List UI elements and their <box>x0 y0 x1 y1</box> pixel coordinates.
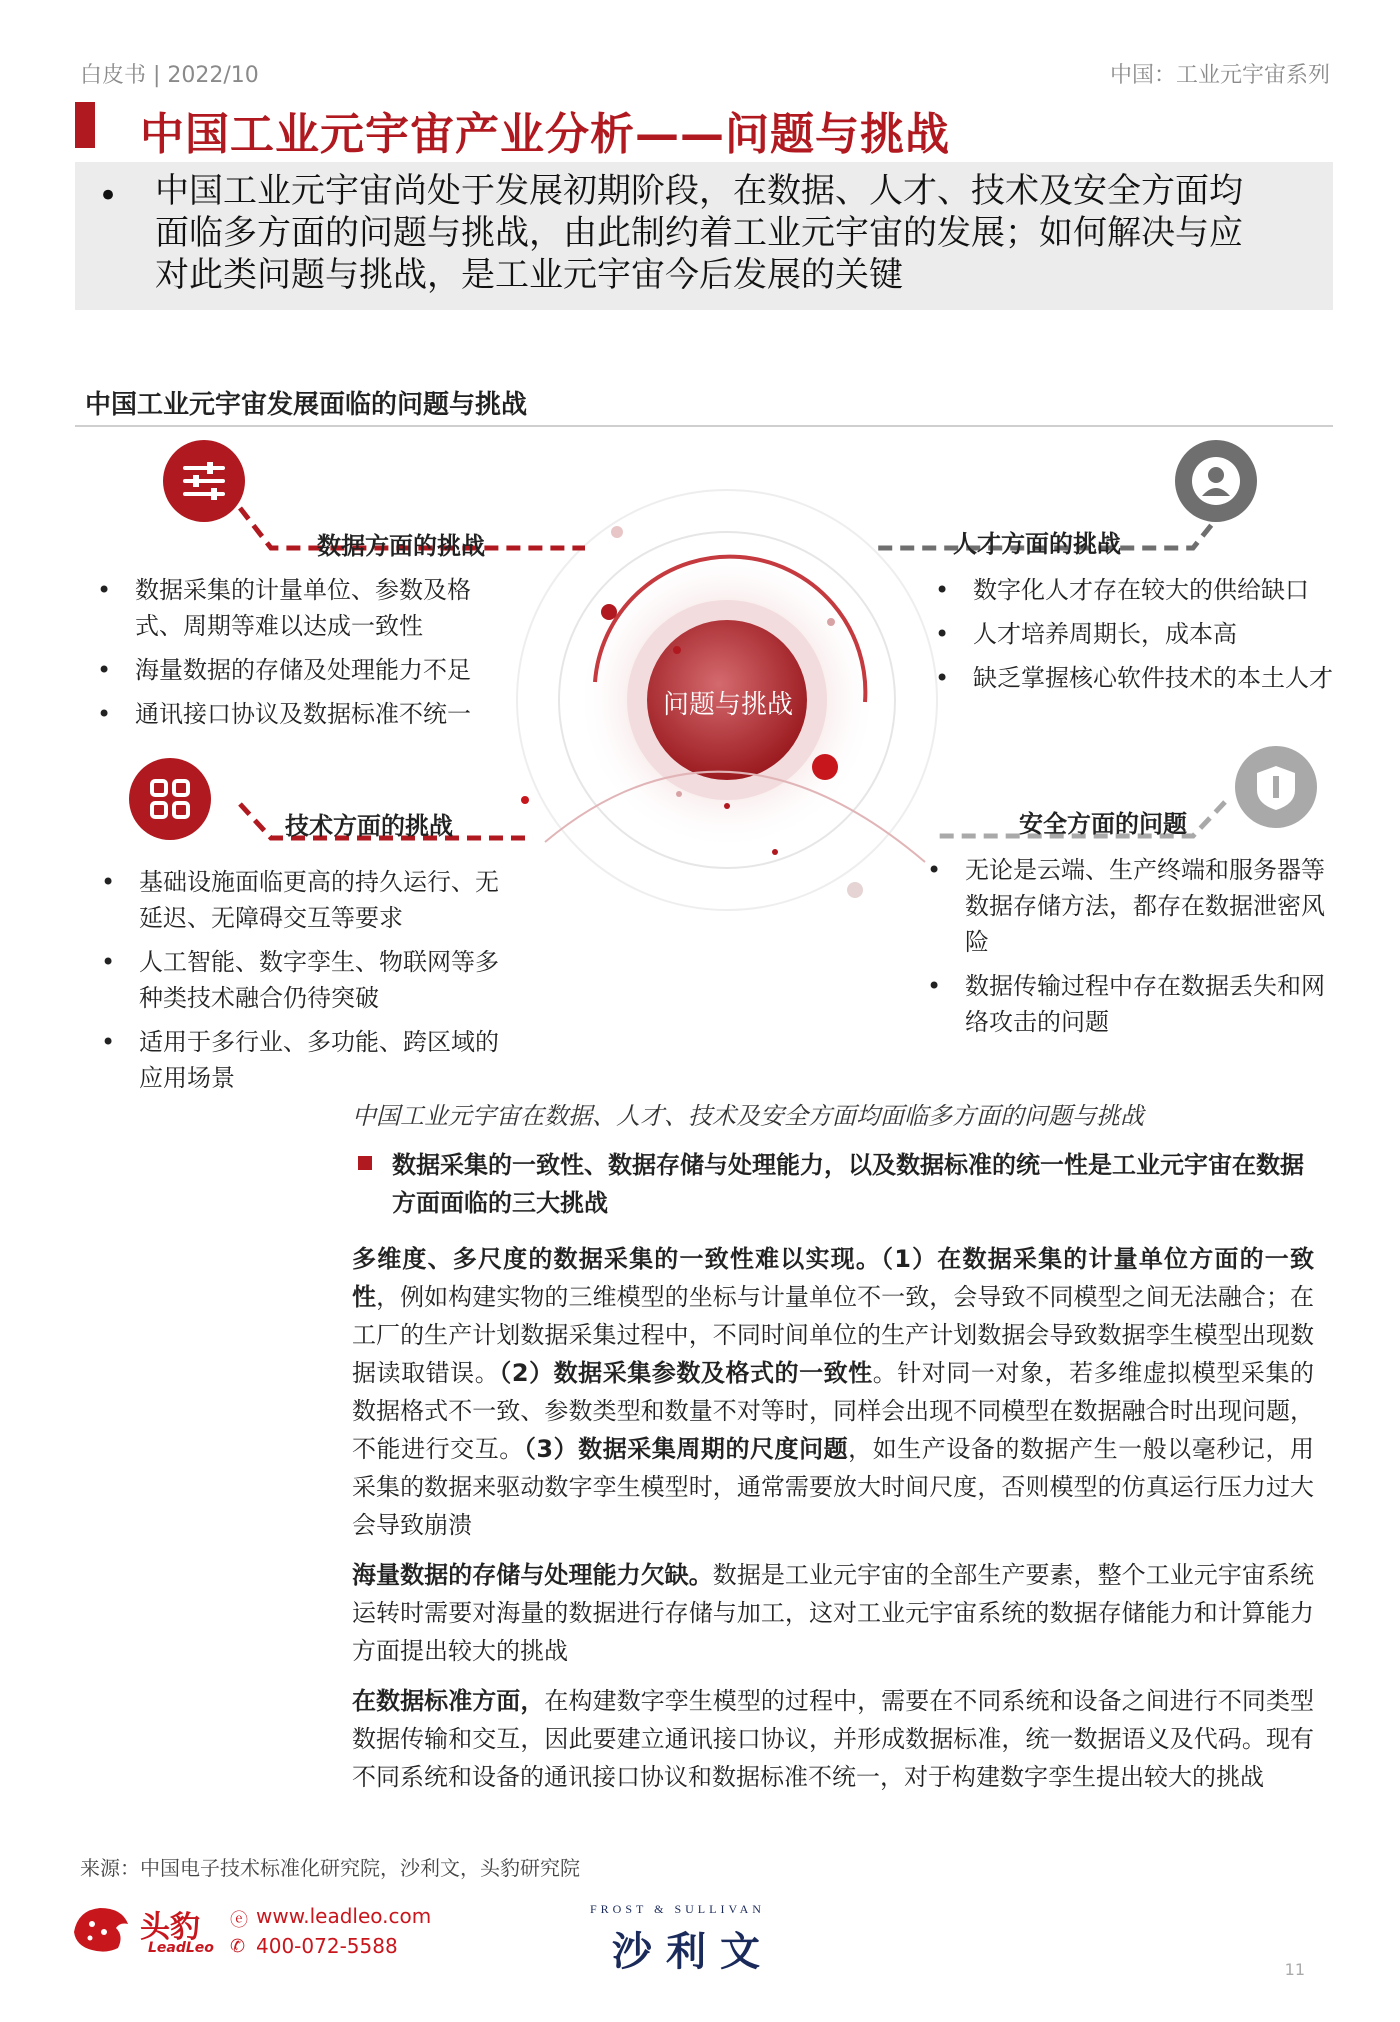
list-item: • 人工智能、数字孪生、物联网等多种类技术融合仍待突破 <box>101 944 511 1016</box>
paragraph-data-consistency <box>352 1240 1314 1544</box>
emphasis: 海量数据的存储与处理能力欠缺。 <box>352 1561 713 1589</box>
doc-type-date: 白皮书 | 2022/10 <box>80 63 259 88</box>
list-item: • 通讯接口协议及数据标准不统一 <box>97 696 507 732</box>
text: 。针对同一对象，若多维虚拟模型采集的数据格式不一致、参数类型和数量不对等时，同样会出现不同模型在数据融合时出现问题，不能进行交互。 <box>352 1359 1315 1463</box>
center-label: 问题与挑战 <box>663 690 794 720</box>
series-name: 中国：工业元宇宙系列 <box>1109 63 1330 88</box>
emphasis: 多维度、多尺度的数据采集的一致性难以实现。（1）在数据采集的计量单位方面的一致性 <box>352 1245 1314 1311</box>
orbit-dot <box>601 604 617 620</box>
section-heading: 中国工业元宇宙发展面临的问题与挑战 <box>85 390 528 420</box>
frost-sullivan-logo-en: FROST & SULLIVAN <box>590 1902 765 1916</box>
orbit-dot <box>521 796 529 804</box>
orbit-dot <box>724 803 730 809</box>
section-divider <box>75 425 1333 427</box>
diagram-caption: 中国工业元宇宙在数据、人才、技术及安全方面均面临多方面的问题与挑战 <box>352 1102 1144 1130</box>
orbit-dot <box>812 754 838 780</box>
key-point: 数据采集的一致性、数据存储与处理能力，以及数据标准的统一性是工业元宇宙在数据方面面临的三大挑战 <box>392 1151 1304 1217</box>
data-challenge-list <box>97 572 507 740</box>
emphasis: （3）数据采集周期的尺度问题 <box>523 1435 849 1463</box>
user-icon <box>1175 440 1257 522</box>
text: 数据是工业元宇宙的全部生产要素，整个工业元宇宙系统运转时需要对海量的数据进行存储与加工，这对工业元宇宙系统的数据存储能力和计算能力方面提出较大的挑战 <box>352 1561 1315 1665</box>
source-note: 来源：中国电子技术标准化研究院，沙利文，头豹研究院 <box>80 1856 580 1880</box>
security-problem-title: 安全方面的问题 <box>1019 810 1187 838</box>
orbit-dot <box>827 618 835 626</box>
talent-challenge-title: 人才方面的挑战 <box>953 530 1121 558</box>
website-link[interactable]: www.leadleo.com <box>256 1904 432 1928</box>
summary-text: 中国工业元宇宙尚处于发展初期阶段，在数据、人才、技术及安全方面均面临多方面的问题与挑战，由此制约着工业元宇宙的发展；如何解决与应对此类问题与挑战，是工业元宇宙今后发展的关键 <box>155 171 1243 295</box>
page-title: 中国工业元宇宙产业分析——问题与挑战 <box>140 109 950 160</box>
orbit-dot <box>673 646 681 654</box>
text: ，例如构建实物的三维模型的坐标与计量单位不一致，会导致不同模型之间无法融合；在工厂的生产计划数据采集过程中，不同时间单位的生产计划数据会导致数据孪生模型出现数据读取错误。 <box>352 1283 1315 1387</box>
frost-sullivan-logo-cn: 沙利文 <box>612 1928 774 1975</box>
challenges-diagram <box>75 432 1333 1102</box>
phone-icon: ✆ <box>230 1936 246 1957</box>
list-item: • 数据传输过程中存在数据丢失和网络攻击的问题 <box>927 968 1327 1040</box>
web-icon: ⓔ <box>230 1910 248 1931</box>
summary-bullet: • <box>98 176 119 216</box>
paragraph-standards <box>352 1682 1314 1796</box>
shield-icon <box>1235 746 1317 828</box>
emphasis: 在数据标准方面， <box>352 1687 545 1715</box>
list-item: • 数字化人才存在较大的供给缺口 <box>935 572 1335 608</box>
phone-number: 400-072-5588 <box>256 1934 398 1958</box>
orbit-dot <box>611 526 623 538</box>
text: ，如生产设备的数据产生一般以毫秒记，用采集的数据来驱动数字孪生模型时，通常需要放大时间尺度，否则模型的仿真运行压力过大会导致崩溃 <box>352 1435 1314 1539</box>
leadleo-brand-cn: 头豹 <box>140 1910 200 1945</box>
list-item: • 适用于多行业、多功能、跨区域的应用场景 <box>101 1024 511 1096</box>
page-number: 11 <box>1284 1960 1305 1979</box>
list-item: • 数据采集的计量单位、参数及格式、周期等难以达成一致性 <box>97 572 507 644</box>
tech-challenge-title: 技术方面的挑战 <box>285 812 453 840</box>
tech-challenge-list <box>101 864 511 1104</box>
title-accent-bar <box>75 102 95 148</box>
emphasis: （2）数据采集参数及格式的一致性 <box>499 1359 873 1387</box>
security-problem-list <box>927 852 1327 1048</box>
orbit-dot <box>772 849 778 855</box>
list-item: • 人才培养周期长，成本高 <box>935 616 1335 652</box>
list-item: • 基础设施面临更高的持久运行、无延迟、无障碍交互等要求 <box>101 864 511 936</box>
leopard-logo-icon <box>70 1902 132 1956</box>
paragraph-storage <box>352 1556 1314 1670</box>
square-bullet-icon <box>358 1156 372 1170</box>
leadleo-brand-en: LeadLeo <box>148 1940 214 1956</box>
data-challenge-title: 数据方面的挑战 <box>317 532 485 560</box>
list-item: • 无论是云端、生产终端和服务器等数据存储方法，都存在数据泄密风险 <box>927 852 1327 960</box>
apps-grid-icon <box>129 758 211 840</box>
sliders-icon <box>163 440 245 522</box>
orbit-dot <box>676 791 682 797</box>
text: 在构建数字孪生模型的过程中，需要在不同系统和设备之间进行不同类型数据传输和交互，因此要建立通讯接口协议，并形成数据标准，统一数据语义及代码。现有不同系统和设备的通讯接口协议和数据标准不统一，对于构建数字孪生提出较大的挑战 <box>352 1687 1315 1791</box>
list-item: • 海量数据的存储及处理能力不足 <box>97 652 507 688</box>
orbit-dot <box>847 882 863 898</box>
talent-challenge-list <box>935 572 1335 704</box>
list-item: • 缺乏掌握核心软件技术的本土人才 <box>935 660 1335 696</box>
